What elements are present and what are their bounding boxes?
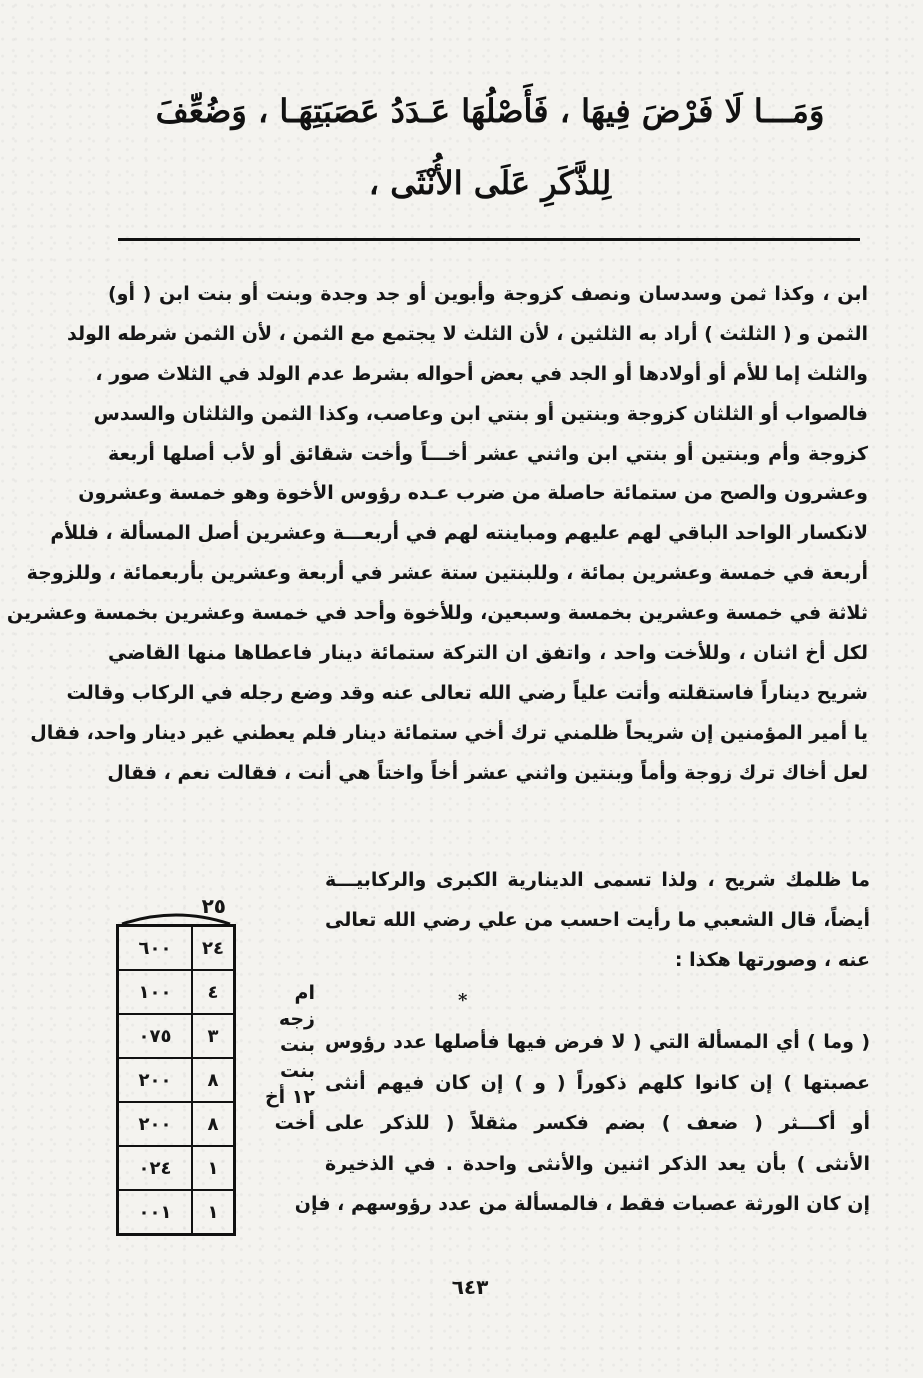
table-cell-share: ٨ [192,1102,235,1146]
heir-label: ام [294,982,315,1004]
text-line: كزوجة وأم وبنتين أو بنتي ابن واثني عشر أخـــاً وأخت شقائق أو لأب أصلها أربعة [108,442,868,465]
table-arc [116,904,236,926]
commentary-side-text [325,860,870,980]
table-row [118,1058,235,1102]
text-line: ثلاثة في خمسة وعشرين بخمسة وسبعين، وللأخوة وأحد في خمسة وعشرين بخمسة وعشرين [6,602,868,625]
table-cell-value: ٠٧٥ [118,1014,193,1058]
table-cell-value: ٢٠٠ [118,1102,193,1146]
heading-divider [118,238,860,241]
text-line: شريح ديناراً فاستقلته وأتت علياً رضي الله تعالى عنه وقد وضع رجله في الركاب وقالت [66,681,868,704]
table-cell-value: ٠٢٤ [118,1146,193,1190]
heir-label: ١٢ أخ [264,1086,315,1108]
table-row [118,970,235,1014]
text-line: الأنثى ) بأن يعد الذكر اثنين والأنثى واحدة . في الذخيرة [325,1152,870,1175]
text-line: فالصواب أو الثلثان كزوجة وبنتين أو بنتي ابن وعاصب، وكذا الثمن والثلثان والسدس [93,402,868,425]
text-line: ما ظلمك شريح ، ولذا تسمى الدينارية الكبرى والركابيـــة [325,869,870,891]
text-line: لانكسار الواحد الباقي لهم عليهم ومباينته لهم في أربعـــة وعشرين أصل المسألة ، فللأم [50,522,868,545]
text-line: عنه ، وصورتها هكذا : [674,949,870,971]
table-cell-value: ١٠٠ [118,970,193,1014]
text-line: لعل أخاك ترك زوجة وأماً وبنتين واثني عشر أخاً واختاً هي أنت ، فقالت نعم ، فقال [107,761,868,784]
heir-label: بنت [279,1034,315,1056]
table-row [118,1146,235,1190]
text-line: يا أمير المؤمنين إن شريحاً ظلمني ترك أخي ستمائة دينار فلم يعطني غير دينار واحد، فقال [30,721,868,744]
table-row [118,926,235,971]
inheritance-table [116,894,236,1228]
table-cell-value: ٢٠٠ [118,1058,193,1102]
text-line: أو أكـــثر ( ضعف ) بضم فكسر مثقلاً ( للذكر على [325,1112,870,1134]
heir-labels [245,980,315,1136]
text-line: وعشرون والصح من ستمائة حاصلة من ضرب عـده رؤوس الأخوة وهو خمسة وعشرون [78,482,868,505]
heir-label: بنت [279,1060,315,1082]
heir-label: زجه [278,1008,315,1030]
text-line: أيضاً، قال الشعبي ما رأيت احسب من علي رضي الله تعالى [325,909,870,931]
table-cell-value: ٠٠١ [118,1190,193,1235]
text-line: ( وما ) أي المسألة التي ( لا فرض فيها فأصلها عدد رؤوس [325,1031,870,1053]
table-row [118,1190,235,1235]
table-cell-value: ٦٠٠ [118,926,193,971]
heading-line-2: لِلذَّكَرِ عَلَى الأُنْثَى ، [368,164,612,202]
table-cell-share: ١ [192,1146,235,1190]
table-cell-share: ٢٤ [192,926,235,971]
table-row [118,1014,235,1058]
table-row [118,1102,235,1146]
commentary-paragraph [6,275,868,794]
heading-line-1: وَمَـــا لَا فَرْضَ فِيهَا ، فَأَصْلُهَا عَـدَدُ عَصَبَتِهَـا ، وَضُعِّفَ [155,92,825,130]
text-line: والثلث إما للأم أو أولادها أو الجد في بعض أحواله بشرط عدم الولد في الثلاث صور ، [95,362,868,385]
table-cell-share: ٨ [192,1058,235,1102]
text-line: لكل أخ اثنان ، وللأخت واحد ، واتفق ان التركة ستمائة دينار فاعطاها منها القاضي [108,642,868,665]
page-number: ٦٤٣ [451,1275,489,1299]
heir-label: أخت [274,1112,315,1134]
text-line: ابن ، وكذا ثمن وسدسان ونصف كزوجة وأبوين أو جد وجدة وبنت أو بنت ابن ( أو) [108,283,868,305]
text-line: إن كان الورثة عصبات فقط ، فالمسألة من عدد رؤوسهم ، فإن [294,1193,870,1215]
table-cell-share: ٤ [192,970,235,1014]
table-cell-share: ٣ [192,1014,235,1058]
table-cell-share: ١ [192,1190,235,1235]
text-line: أربعة في خمسة وعشرين بمائة ، وللبنتين ستة عشر في أربعة وعشرين بأربعمائة ، وللزوجة [26,562,868,585]
text-line: عصبتها ) إن كانوا كلهم ذكوراً ( و ) إن كان فيهم أنثى [325,1071,870,1094]
text-line: الثمن و ( الثلثث ) أراد به الثلثين ، لأن الثلث لا يجتمع مع الثمن ، لأن الثمن شرطه الولد [67,322,868,345]
shares-table [116,924,236,1236]
table-multiplier: ٢٥ [201,894,226,918]
section-star: * [458,990,468,1011]
